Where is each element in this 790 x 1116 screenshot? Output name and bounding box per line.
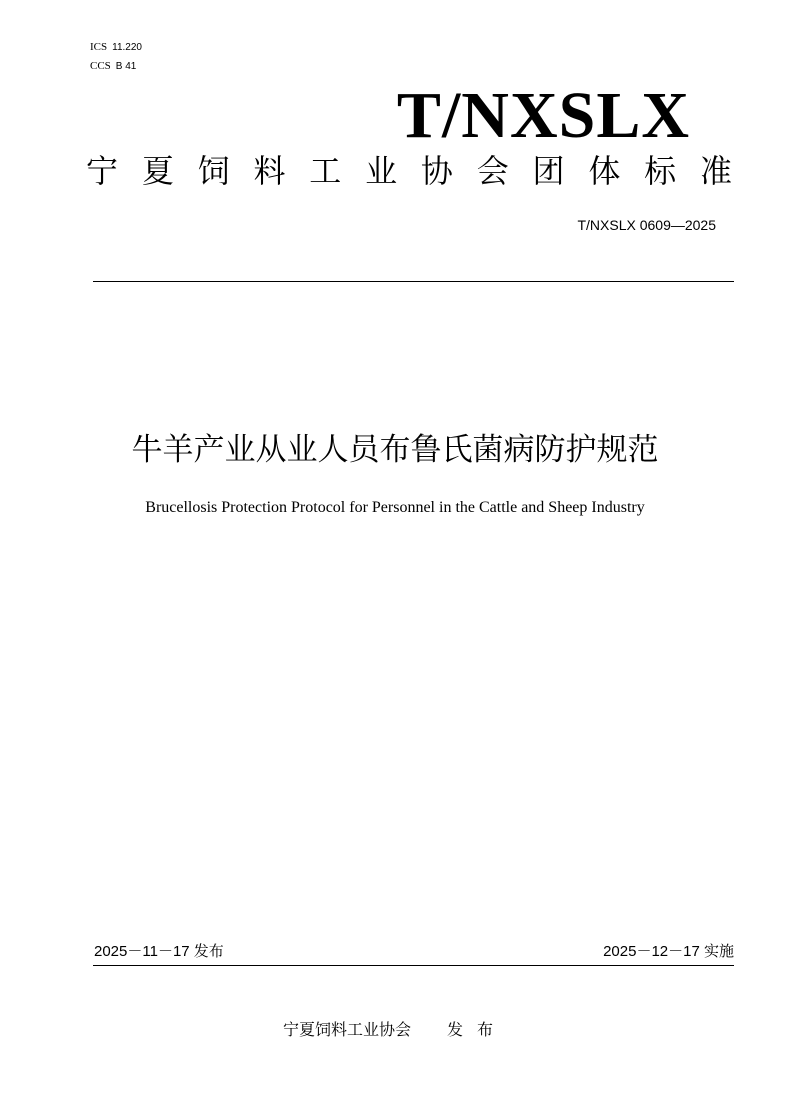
ccs-value: B 41 xyxy=(115,61,137,72)
organization-title-char: 会 xyxy=(476,152,509,190)
organization-title-char: 团 xyxy=(532,152,565,190)
implement-date: 2025－12－17 实施 xyxy=(603,943,734,960)
header-divider xyxy=(93,281,734,282)
ccs-classification xyxy=(90,59,136,74)
publisher-line xyxy=(0,1018,790,1042)
date-row xyxy=(94,941,734,965)
ics-label: ICS xyxy=(90,41,108,53)
footer-divider xyxy=(93,965,734,966)
organization-title-char: 饲 xyxy=(197,152,230,190)
organization-title-char: 料 xyxy=(253,152,286,190)
organization-title-char: 工 xyxy=(309,152,342,190)
organization-title-char: 准 xyxy=(699,152,732,190)
organization-title-char: 体 xyxy=(588,152,621,190)
document-title-chinese: 牛羊产业从业人员布鲁氏菌病防护规范 xyxy=(131,432,659,468)
publisher-name: 宁夏饲料工业协会 xyxy=(282,1020,411,1039)
publish-date: 2025－11－17 发布 xyxy=(94,943,224,960)
organization-title-char: 协 xyxy=(420,152,453,190)
standard-logo: T/NXSLX xyxy=(396,79,690,152)
organization-title-char: 夏 xyxy=(141,152,174,190)
ics-value: 11.220 xyxy=(112,42,142,53)
organization-title-char: 标 xyxy=(644,152,677,190)
organization-standard-title xyxy=(86,150,732,192)
ics-classification xyxy=(90,40,142,55)
standard-number: T/NXSLX 0609—2025 xyxy=(577,217,716,233)
document-title-english: Brucellosis Protection Protocol for Personnel in the Cattle and Sheep Industry xyxy=(145,499,645,516)
organization-title-char: 业 xyxy=(365,152,398,190)
publish-action: 发布 xyxy=(447,1020,508,1039)
organization-title-char: 宁 xyxy=(86,152,119,190)
ccs-label: CCS xyxy=(90,60,111,72)
